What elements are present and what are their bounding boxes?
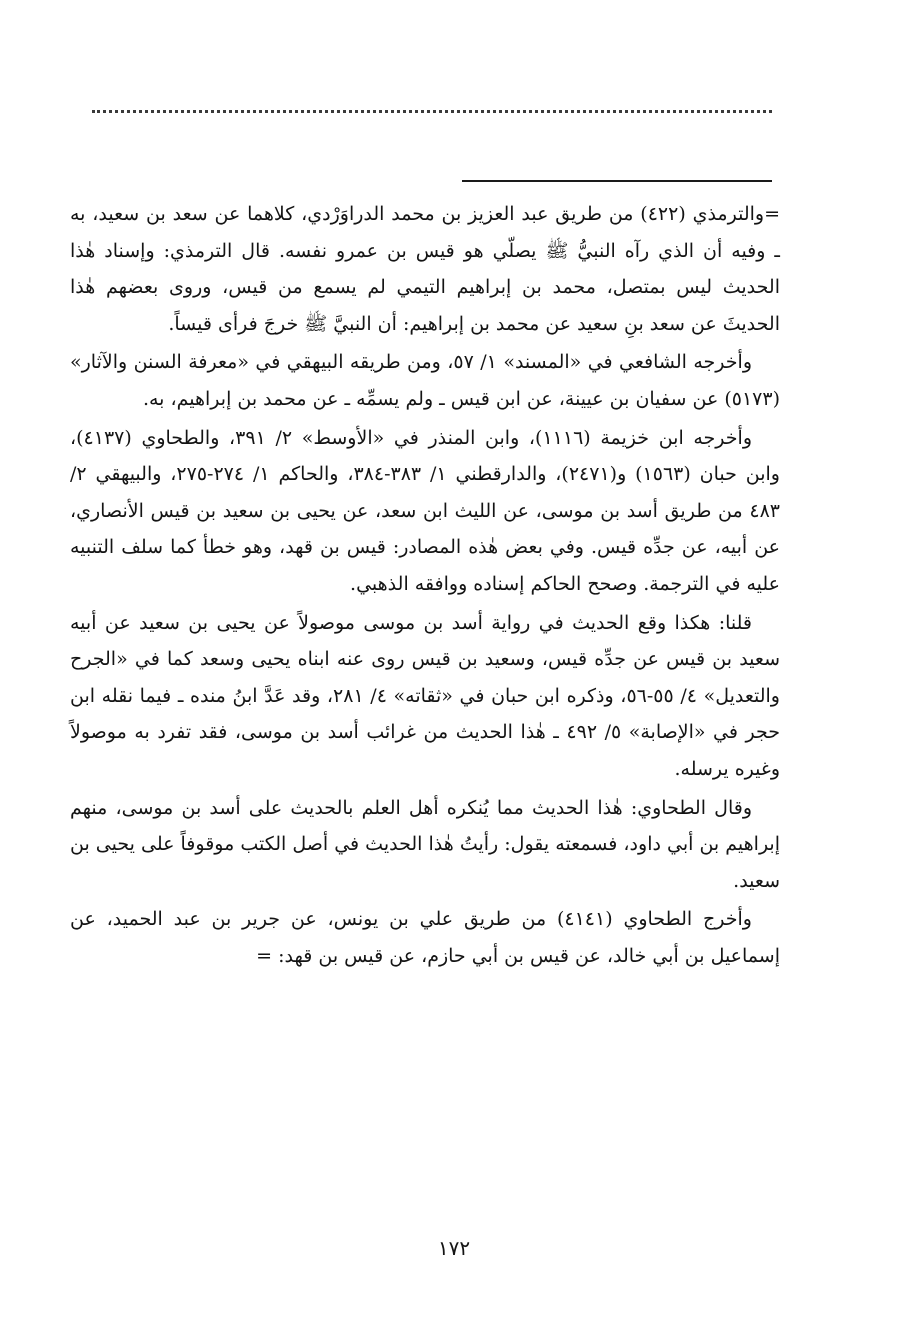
paragraph-tahawi-quote: وقال الطحاوي: هٰذا الحديث مما يُنكره أهل العلم بالحديث على أسد بن موسى، منهم إبراهيم بن أبي داود، فسمعته يقول: رأيتُ هٰذا الحديث في أصل الكتب موقوفاً على يحيى بن سعيد. [70, 796, 780, 892]
paragraph-qulna: قلنا: هكذا وقع الحديث في رواية أسد بن موسى موصولاً عن يحيى بن سعيد عن أبيه سعيد بن قيس عن جدِّه قيس، وسعيد بن قيس روى عنه ابناه يحيى وسعد كما في «الجرح والتعديل» ٤/ ٥٥-٥٦، وذكره ابن حبان في «ثقاته» ٤/ ٢٨١، وقد عَدَّ ابنُ منده ـ فيما نقله ابن حجر في «الإصابة» ٥/ ٤٩٢ ـ هٰذا الحديث من غرائب أسد بن موسى، فقد تفرد به موصولاً وغيره يرسله. [70, 611, 780, 780]
paragraph-ibn-khuzaymah: وأخرجه ابن خزيمة (١١١٦)، وابن المنذر في «الأوسط» ٢/ ٣٩١، والطحاوي (٤١٣٧)، وابن حبان (١٥٦٣) و(٢٤٧١)، والدارقطني ١/ ٣٨٣-٣٨٤، والحاكم ١/ ٢٧٤-٢٧٥، والبيهقي ٢/ ٤٨٣ من طريق أسد بن موسى، عن الليث ابن سعد، عن يحيى بن سعيد بن قيس الأنصاري، عن أبيه، عن جدِّه قيس. وفي بعض هٰذه المصادر: قيس بن قهد، وهو خطأ كما سلف التنبيه عليه في الترجمة. وصحح الحاكم إسناده ووافقه الذهبي. [70, 426, 780, 595]
footnote-separator-rule [462, 180, 772, 182]
header-dotted-rule [92, 110, 772, 113]
page-number: ١٧٢ [437, 1236, 471, 1260]
footnote-text-block [70, 196, 780, 976]
paragraph-shafii: وأخرجه الشافعي في «المسند» ١/ ٥٧، ومن طريقه البيهقي في «معرفة السنن والآثار» (٥١٧٣) عن سفيان بن عيينة، عن ابن قيس ـ ولم يسمِّه ـ عن محمد بن إبراهيم، به. [70, 351, 780, 410]
paragraph-continuation: =والترمذي (٤٢٢) من طريق عبد العزيز بن محمد الدراوَرْدي، كلاهما عن سعد بن سعيد، به ـ وفيه أن الذي رآه النبيُّ ﷺ يصلّي هو قيس بن عمرو نفسه. قال الترمذي: وإسناد هٰذا الحديث ليس بمتصل، محمد بن إبراهيم التيمي لم يسمع من قيس، وروى بعضهم هٰذا الحديثَ عن سعد بنِ سعيد عن محمد بن إبراهيم: أن النبيَّ ﷺ خرجَ فرأى قيساً. [70, 203, 780, 335]
paragraph-tahawi-takhrij: وأخرج الطحاوي (٤١٤١) من طريق علي بن يونس، عن جرير بن عبد الحميد، عن إسماعيل بن أبي خالد، عن قيس بن أبي حازم، عن قيس بن قهد: = [70, 908, 780, 967]
